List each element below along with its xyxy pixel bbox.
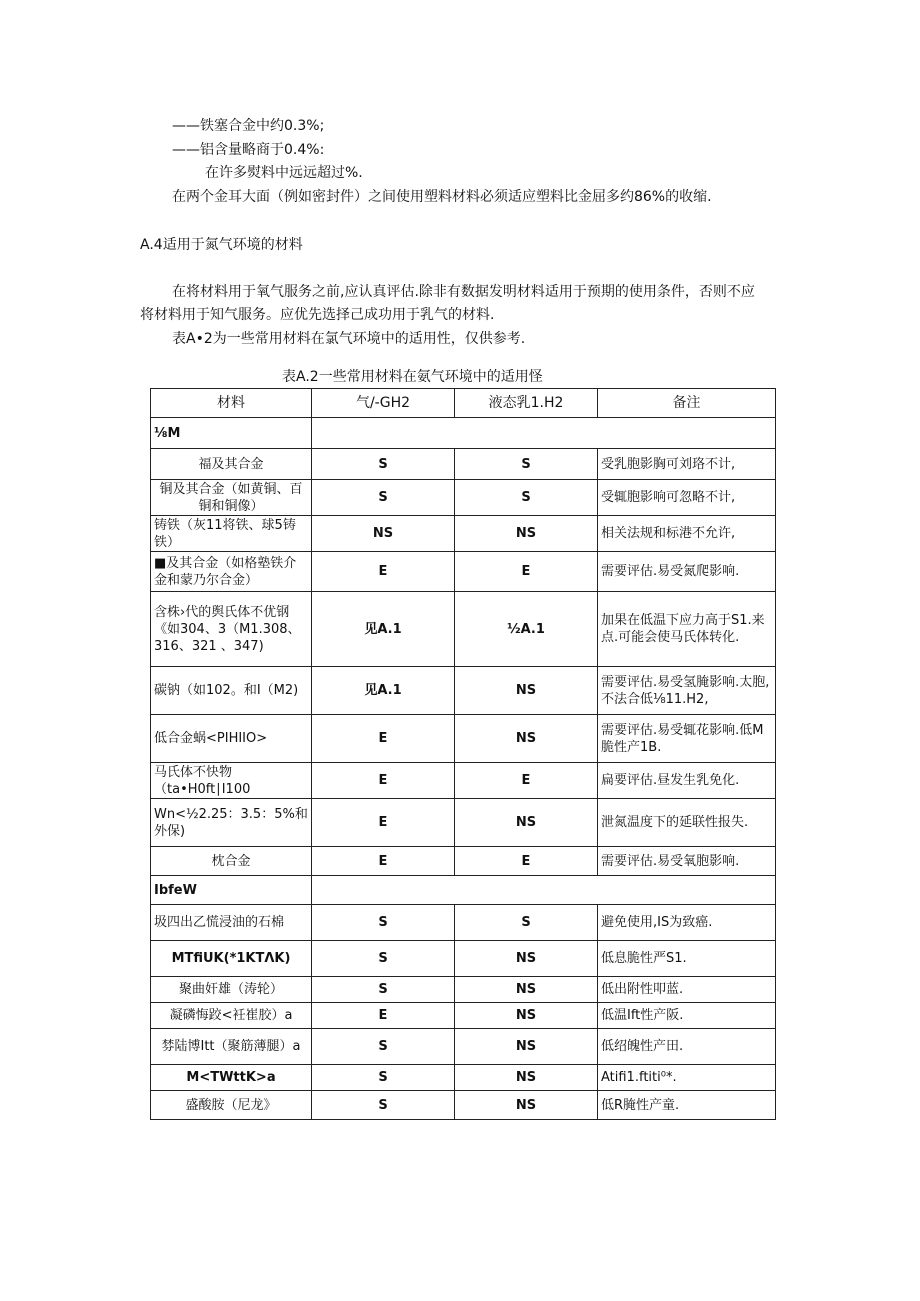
table-row [151, 1003, 776, 1029]
paragraph-shrinkage: 在两个金耳大面（例如密封件）之间使用塑料材料必须适应塑料比金屈多约86%的收缩. [172, 189, 712, 205]
material-cell: 含株›代的舆氏体不优钢《如304、3（M1.308、316、321 、347) [151, 592, 312, 667]
table-row [151, 516, 776, 552]
material-cell: 铸铁（灰11将铁、球5铸铁） [151, 516, 312, 552]
gas-cell: S [312, 977, 455, 1003]
table-row [151, 449, 776, 480]
table-row [151, 763, 776, 799]
paragraph-table-reference: 表A•2为一些常用材料在氯气环境中的适用性，仅供参考. [172, 331, 526, 347]
note-cell: 需要评估.易受辄花影响.低M脆性产1B. [598, 715, 776, 763]
material-cell: 福及其合金 [151, 449, 312, 480]
liquid-cell: NS [455, 1065, 598, 1091]
note-cell: 扁要评估.昼发生乳免化. [598, 763, 776, 799]
table-row [151, 552, 776, 592]
material-cell: ■及其合金（如格塾铁介金和蒙乃尔合金） [151, 552, 312, 592]
gas-cell: 见A.1 [312, 592, 455, 667]
category-row-nonmetals [151, 876, 776, 905]
gas-cell: E [312, 799, 455, 847]
liquid-cell: E [455, 552, 598, 592]
table-row [151, 1029, 776, 1065]
header-note: 备注 [598, 389, 776, 418]
liquid-cell: NS [455, 715, 598, 763]
material-cell: 碳钠（如102。和I（M2) [151, 667, 312, 715]
paragraph-evaluation-line1: 在将材料用于氧气服务之前,应认真评估.除非有数据发明材料适用于预期的使用条件，否则不应 [172, 284, 755, 300]
table-row [151, 941, 776, 977]
material-cell: 马氏体不快物（ta•H0ft∣I100 [151, 763, 312, 799]
table-row [151, 799, 776, 847]
note-cell: 受乳胞影胸可刘珞不计, [598, 449, 776, 480]
material-cell: 凝磷悔跤<衽崔胶）a [151, 1003, 312, 1029]
section-heading: A.4适用于氮气环境的材料 [140, 237, 303, 253]
gas-cell: S [312, 941, 455, 977]
liquid-cell: NS [455, 516, 598, 552]
table-row [151, 977, 776, 1003]
header-liquid: 液态乳1.H2 [455, 389, 598, 418]
category-label: ⅛M [151, 418, 312, 449]
liquid-cell: NS [455, 941, 598, 977]
list-line-plastic: 在许多熨料中远远超过%. [205, 165, 363, 181]
note-cell: 泄氮温度下的延联性报失. [598, 799, 776, 847]
category-label: IbfeW [151, 876, 312, 905]
material-cell: 枕合金 [151, 847, 312, 876]
liquid-cell: S [455, 449, 598, 480]
gas-cell: E [312, 763, 455, 799]
table-header-row [151, 389, 776, 418]
material-cell: 圾四出乙慌浸油的石棉 [151, 905, 312, 941]
table-row [151, 715, 776, 763]
category-row-metals [151, 418, 776, 449]
material-cell: M<TWttK>a [151, 1065, 312, 1091]
header-gas: 气/-GH2 [312, 389, 455, 418]
liquid-cell: NS [455, 1029, 598, 1065]
material-cell: 低合金蜗<PIHIIO> [151, 715, 312, 763]
liquid-cell: S [455, 905, 598, 941]
gas-cell: S [312, 1091, 455, 1120]
liquid-cell: NS [455, 799, 598, 847]
gas-cell: S [312, 449, 455, 480]
liquid-cell: E [455, 763, 598, 799]
liquid-cell: NS [455, 667, 598, 715]
gas-cell: E [312, 847, 455, 876]
note-cell: 低R腌性产童. [598, 1091, 776, 1120]
gas-cell: E [312, 552, 455, 592]
material-cell: 棼陆博Itt（聚筋薄腿）a [151, 1029, 312, 1065]
material-cell: 铜及其合金（如黄铜、百铜和铜像） [151, 480, 312, 516]
table-row [151, 1065, 776, 1091]
table-row [151, 847, 776, 876]
list-line-iron: ——铁塞合金中约0.3%; [172, 118, 325, 134]
material-cell: 聚曲奸雄（涛轮） [151, 977, 312, 1003]
header-material: 材料 [151, 389, 312, 418]
note-cell: 加果在低温下应力高于S1.来点.可能会使马氏体转化. [598, 592, 776, 667]
liquid-cell: E [455, 847, 598, 876]
note-cell: 需要评估.易受氧胞影响. [598, 847, 776, 876]
note-cell: 需要评估.易受氮爬影响. [598, 552, 776, 592]
liquid-cell: NS [455, 1003, 598, 1029]
note-cell: 低温Ift性产阪. [598, 1003, 776, 1029]
materials-table [150, 388, 776, 1120]
material-cell: 盛酸胺（尼龙》 [151, 1091, 312, 1120]
note-cell: 低息脆性严S1. [598, 941, 776, 977]
note-cell: 受辄胞影响可忽略不计, [598, 480, 776, 516]
liquid-cell: ½A.1 [455, 592, 598, 667]
gas-cell: S [312, 905, 455, 941]
gas-cell: E [312, 715, 455, 763]
note-cell: 避免使用,IS为致癌. [598, 905, 776, 941]
gas-cell: E [312, 1003, 455, 1029]
table-row [151, 480, 776, 516]
liquid-cell: S [455, 480, 598, 516]
list-line-aluminum: ——铝含量略商于0.4%: [172, 142, 325, 158]
note-cell: Atifi1.ftiti⁰*. [598, 1065, 776, 1091]
table-row [151, 905, 776, 941]
material-cell: Wn<½2.25：3.5：5%和外保) [151, 799, 312, 847]
gas-cell: S [312, 480, 455, 516]
table-row [151, 1091, 776, 1120]
paragraph-evaluation-line2: 将材料用于知气服务。应优先选择己成功用于乳气的材料. [140, 307, 495, 323]
material-cell: MTfiUK(*1KTΛK) [151, 941, 312, 977]
table-row [151, 667, 776, 715]
note-cell: 需要评估.易受氢腌影响.太胞,不法合低⅛11.H2, [598, 667, 776, 715]
gas-cell: 见A.1 [312, 667, 455, 715]
note-cell: 低出附性叩蓝. [598, 977, 776, 1003]
liquid-cell: NS [455, 977, 598, 1003]
table-caption: 表A.2一些常用材料在氨气环境中的适用怪 [282, 369, 543, 385]
table-row [151, 592, 776, 667]
gas-cell: S [312, 1065, 455, 1091]
gas-cell: NS [312, 516, 455, 552]
note-cell: 低绍魄性产田. [598, 1029, 776, 1065]
note-cell: 相关法规和标港不允许, [598, 516, 776, 552]
liquid-cell: NS [455, 1091, 598, 1120]
gas-cell: S [312, 1029, 455, 1065]
